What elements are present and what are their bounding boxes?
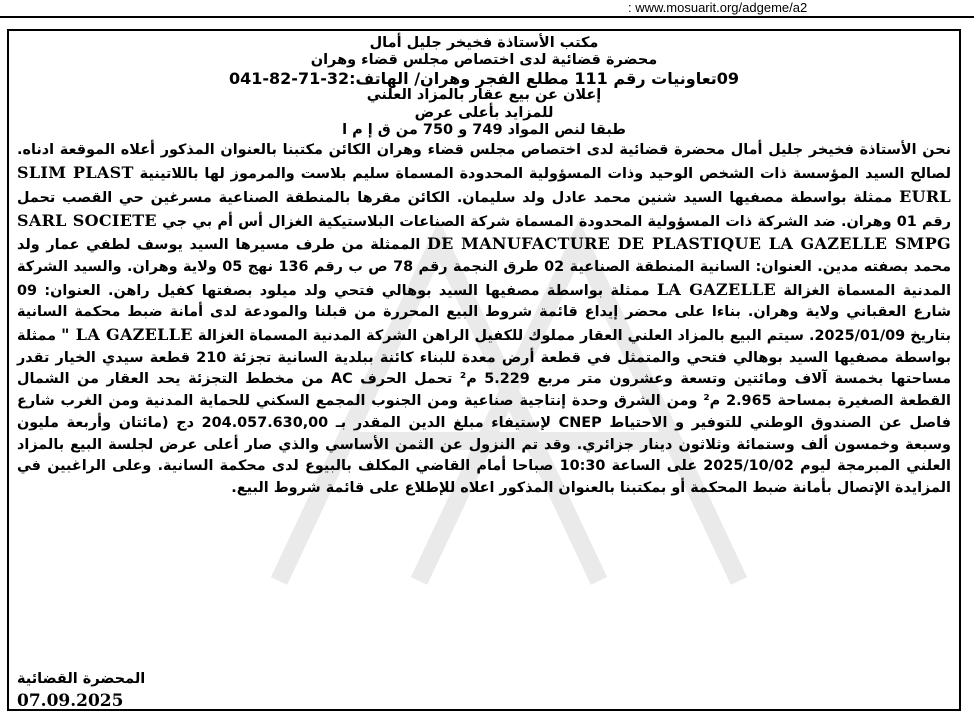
notice-title: إعلان عن بيع عقار بالمزاد العلني — [366, 87, 602, 104]
legal-notice-box — [7, 29, 961, 711]
body-part-5: ممثلة بواسطة مصفيها السيد بوهالي فتحي والمتمثل في قطعة أرض معدة للبناء كائنة ببلدية السانية تجزئة 210 قطعة سيدي الخيار تقدر مساحتها بخمسة آلاف ومائتين وتسعة وعشرون متر مربع 5.229 م² تحمل الحرف AC من مخطط التجزئة يحد العقار من الشمال القطعة الصغيرة بمساحة 2.965 م² ومن الشرق وحدة إنتاجية صناعية ومن الجنوب المجمع السكني للحماية المدنية ومن الغرب شارع فاصل عن الصندوق الوطني للتوفير و الاحتياط CNEP لإستيفاء مبلغ الدين المقدر بـ 204.057.630,00 دج (مائتان وأربعة مليون وسبعة وخمسون ألف وستمائة وثلاثون دينار جزائري. وقد تم النزول عن الثمن الأساسي والذي صار أعلى عرض لجلسة البيع بالمزاد العلني المبرمجة ليوم 2025/10/02 على الساعة 10:30 صباحا أمام القاضي المكلف بالبيوع لدى محكمة السانية. وعلى الراغبين في المزايدة الإتصال بأمانة ضبط المحكمة أو بمكتبنا بالعنوان المذكور اعلاه للإطلاع على قائمة شروط البيع. — [17, 328, 952, 496]
company-latin-name: SLIM PLAST EURL — [17, 163, 951, 206]
body-part-3: الممثلة من طرف مسيرها السيد يوسف لطفي عمار ولد محمد بصفته مدين. العنوان: السانية المنطقة الصناعية 02 طرق النجمة رقم 78 ص ب رقم 136 نهج 05 ولاية وهران. والسيد الشركة المدنية المسماة الغزالة — [17, 237, 951, 299]
body-part-4: ممثلة بواسطة مصفيها السيد بوهالي فتحي ولد ميلود بصفتها كفيل راهن. العنوان: 09 شارع العقباني ولاية وهران. بناءا على محضر إيداع قائمة شروط البيع المحررة من قبلنا والمودعة لدى أمانة ضبط محكمة السانية بتاريخ 2025/01/09. سيتم البيع بالمزاد العلني العقار مملوك للكفيل الراهن الشركة المدنية المسماة الغزالة — [17, 282, 951, 345]
body-part-1: نحن الأستاذة فخيخر جليل أمال محضرة قضائية لدى اختصاص مجلس قضاء وهران الكائن مكتبنا بالعنوان المذكور أعلاه الموقعة ادناه. لصالح السيد المؤسسة ذات الشخص الوحيد وذات المسؤولية المحدودة المسماة سليم بلاست والمرموز لها باللاتينية — [17, 142, 951, 183]
notice-subtitle: للمزايد بأعلى عرض — [414, 104, 554, 121]
court-line: محضرة قضائية لدى اختصاص مجلس قضاء وهران — [310, 52, 658, 69]
top-divider — [0, 16, 974, 18]
legal-basis: طبقا لنص المواد 749 و 750 من ق إ م ا — [342, 122, 626, 139]
debtor-latin-name: SARL SOCIETE DE MANUFACTURE DE PLASTIQUE LA GAZELLE SMPG — [17, 210, 951, 254]
office-address: 09تعاونيات رقم 111 مطلع الفجر وهران/ الهاتف:32-71-82-041 — [228, 68, 740, 88]
notice-header — [17, 35, 951, 139]
notice-body — [17, 140, 951, 499]
signatory-title: المحضرة القضائية — [17, 671, 146, 687]
notice-date: 07.09.2025 — [17, 691, 124, 711]
website-url: : www.mosuarit.org/adgeme/a2 — [628, 0, 808, 15]
body-part-2: ممثلة بواسطة مصفيها السيد شنين محمد عادل ولد سليمان. الكائن مقرها بالمنطقة الصناعية مسرغين حي القصب تحمل رقم 01 وهران. ضد الشركة ذات المسؤولية المحدودة المسماة شركة الصناعات البلاستيكية الغزال أس أم بي جي — [17, 189, 951, 230]
office-name: مكتب الأستاذة فخيخر جليل أمال — [369, 35, 599, 51]
guarantor-latin-name: LA GAZELLE — [656, 279, 777, 299]
guarantor-latin-name-2: LA GAZELLE " — [61, 325, 193, 345]
